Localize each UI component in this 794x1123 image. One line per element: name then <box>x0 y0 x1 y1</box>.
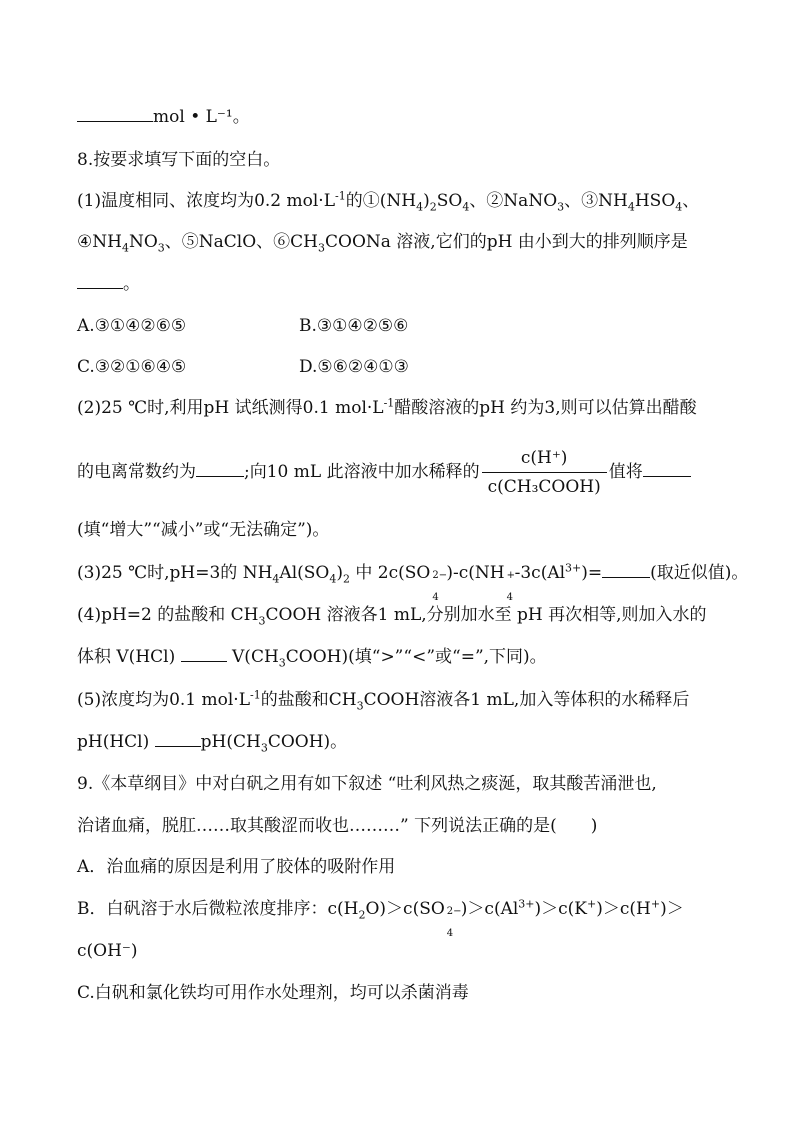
question-9-option-a[interactable]: A．治血痛的原因是利用了胶体的吸附作用 <box>77 857 396 877</box>
option-a[interactable]: A.③①④②⑥⑤ <box>77 316 187 336</box>
question-9-option-c[interactable]: C.白矾和氯化铁均可用作水处理剂，均可以杀菌消毒 <box>77 983 469 1003</box>
answer-blank[interactable] <box>181 660 227 662</box>
question-8-part2-line2: 的电离常数约为 ;向10 mL 此溶液中加水稀释的 $\frac{c(H^+)}{\text{c(CH₃COOH)}}$ 值将 <box>77 446 691 499</box>
question-8-part1-line3: 。 <box>77 272 140 296</box>
answer-blank[interactable] <box>155 745 201 747</box>
answer-blank[interactable] <box>643 475 691 477</box>
question-8-part5-line2: pH(HCl) $pH(CH_3COOH)$。 <box>77 732 348 755</box>
question-8-part4-line2: 体积 V(HCl) $V(CH_3COOH)$(填“>”“<”或“=”,下同)。 <box>77 647 547 670</box>
answer-blank[interactable] <box>196 475 244 477</box>
options-row-1 <box>77 314 521 338</box>
option-b[interactable]: B.③①④②⑤⑥ <box>299 316 409 336</box>
answer-blank[interactable] <box>77 120 153 122</box>
question-8-title: 8.按要求填写下面的空白。 <box>77 150 281 170</box>
answer-blank[interactable] <box>77 287 123 289</box>
options-row-2 <box>77 355 521 379</box>
option-c[interactable]: C.③②①⑥④⑤ <box>77 357 187 377</box>
question-9-stem-line1: 9.《本草纲目》中对白矾之用有如下叙述 “吐利风热之痰涎，取其酸苦涌泄也, <box>77 774 657 794</box>
question-8-part1-line1: (1)温度相同、浓度均为0.2 $mol\cdot L^{-1}$的$①(NH_4)_2SO_4$、②NaNO$_3$、$③NH_4HSO_4$、 <box>77 189 700 214</box>
question-8-part4-line1: (4)pH=2 的盐酸和 $CH_3COOH$ 溶液各1 mL,分别加水至 pH 再次相等,则加入水的 <box>77 605 707 628</box>
question-8-part2-line1: (2)25 ℃时,利用pH 试纸测得0.1 $mol\cdot L^{-1}$醋酸溶液的pH 约为3,则可以估算出醋酸 <box>77 396 697 418</box>
question-8-part1-line2: $④NH_4NO_3$、⑤NaClO、$⑥CH_3COONa$ 溶液,它们的pH 由小到大的排列顺序是 <box>77 232 688 255</box>
question-9-option-b-line1[interactable]: B．白矾溶于水后微粒浓度排序：$c(H_2O)>c(SO$ 2− 4 )$>c(Al^{3+})>c(K^+)>c(H^+)>$ <box>77 897 684 939</box>
question-8-part2-line3: (填“增大”“减小”或“无法确定”)。 <box>77 520 330 540</box>
fraction-h-over-acetic: $\frac{c(H^+)}{\text{c(CH₃COOH)}}$ <box>482 446 607 499</box>
answer-line-top: mol • L⁻¹。 <box>77 105 250 129</box>
question-8-part3: (3)25 ℃时,pH=3的 $NH_4Al(SO_4)_2$ 中 2c(SO 2− 4 )-c(NH + 4 $-3c(Al^{3+})=$ (取近似值)。 <box>77 561 749 603</box>
option-d[interactable]: D.⑤⑥②④①③ <box>299 357 409 377</box>
question-9-option-b-line2: c(OH⁻) <box>77 941 138 961</box>
question-8-part5-line1: (5)浓度均为0.1 $mol\cdot L^{-1}$的盐酸和$CH_3COOH$溶液各1 mL,加入等体积的水稀释后 <box>77 688 690 713</box>
question-9-stem-line2: 治诸血痛，脱肛……取其酸涩而收也………” 下列说法正确的是( ) <box>77 816 598 836</box>
answer-blank[interactable] <box>602 576 650 578</box>
